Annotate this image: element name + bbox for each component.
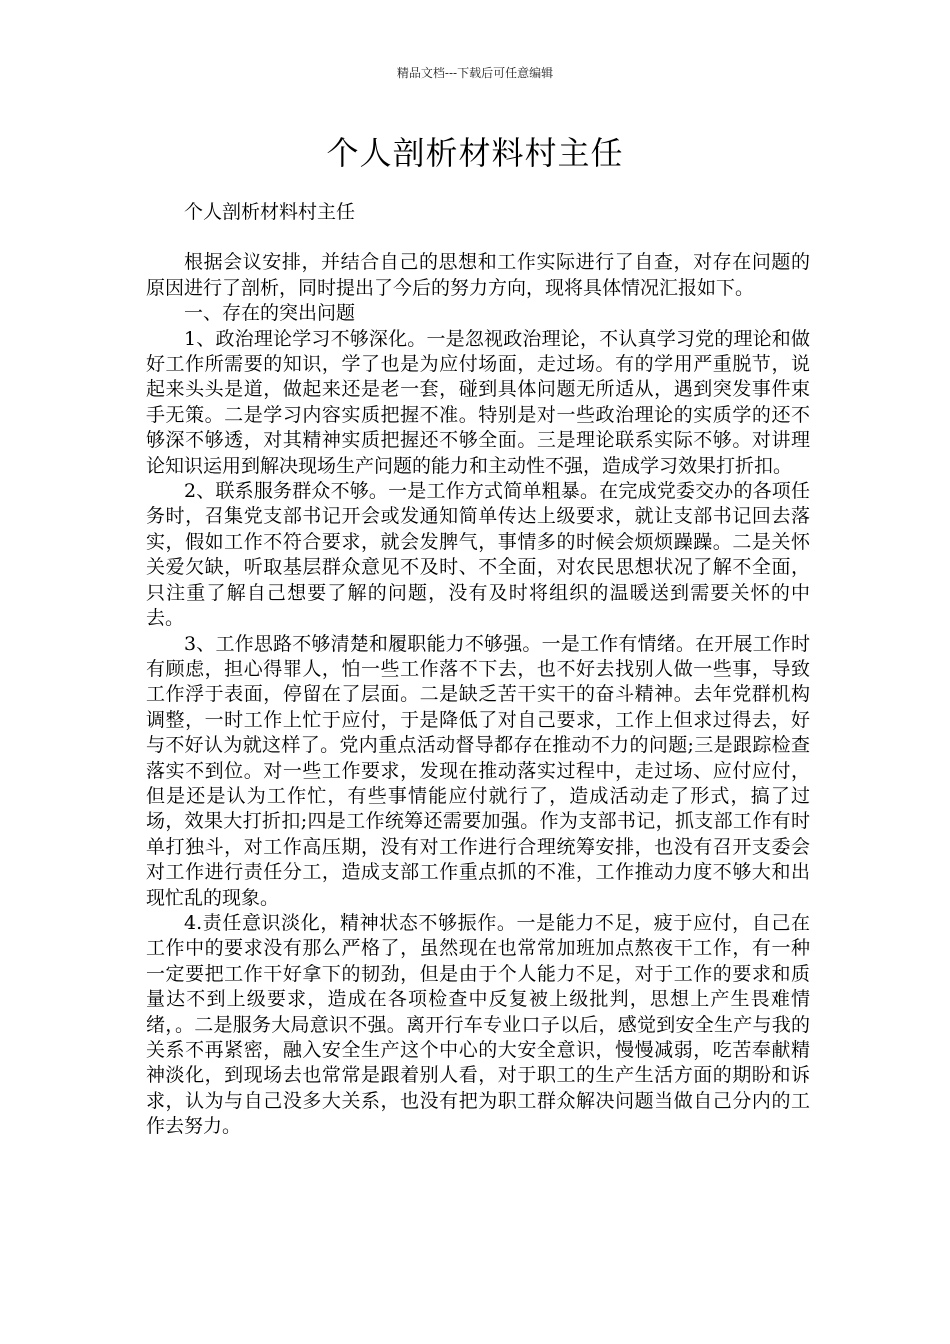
section-heading: 一、存在的突出问题 bbox=[184, 302, 356, 325]
document-subtitle: 个人剖析材料村主任 bbox=[184, 201, 356, 223]
document-title: 个人剖析材料村主任 bbox=[326, 134, 624, 172]
paragraph-item-2: 2、联系服务群众不够。一是工作方式简单粗暴。在完成党委交办的各项任务时，召集党支部书记开会或发通知简单传达上级要求，就让支部书记回去落实，假如工作不符合要求，就会发脾气，事情多的时候会烦烦躁躁。二是关怀关爱欠缺，听取基层群众意见不及时、不全面，对农民思想状况了解不全面，只注重了解自己想要了解的问题，没有及时将组织的温暖送到需要关怀的中去。 bbox=[146, 480, 810, 630]
paragraph-item-4: 4.责任意识淡化，精神状态不够振作。一是能力不足，疲于应付，自己在工作中的要求没有那么严格了，虽然现在也常常加班加点熬夜干工作，有一种一定要把工作干好拿下的韧劲，但是由于个人能力不足，对于工作的要求和质量达不到上级要求，造成在各项检查中反复被上级批判，思想上产生畏难情绪，。二是服务大局意识不强。离开行车专业口子以后，感觉到安全生产与我的关系不再紧密，融入安全生产这个中心的大安全意识，慢慢减弱，吃苦奉献精神淡化，到现场去也常常是跟着别人看，对于职工的生产生活方面的期盼和诉求，认为与自己没多大关系，也没有把为职工群众解决问题当做自己分内的工作去努力。 bbox=[146, 911, 810, 1138]
paragraph-item-3: 3、工作思路不够清楚和履职能力不够强。一是工作有情绪。在开展工作时有顾虑，担心得罪人，怕一些工作落不下去，也不好去找别人做一些事，导致工作浮于表面，停留在了层面。二是缺乏苦干实干的奋斗精神。去年党群机构调整，一时工作上忙于应付，于是降低了对自己要求，工作上但求过得去，好与不好认为就这样了。党内重点活动督导都存在推动不力的问题;三是跟踪检查落实不到位。对一些工作要求，发现在推动落实过程中，走过场、应付应付，但是还是认为工作忙，有些事情能应付就行了，造成活动走了形式，搞了过场，效果大打折扣;四是工作统筹还需要加强。作为支部书记，抓支部工作有时单打独斗，对工作高压期，没有对工作进行合理统筹安排，也没有召开支委会对工作进行责任分工，造成支部工作重点抓的不准，工作推动力度不够大和出现忙乱的现象。 bbox=[146, 632, 810, 909]
document-body bbox=[146, 200, 810, 1140]
paragraph-intro: 根据会议安排，并结合自己的思想和工作实际进行了自查，对存在问题的原因进行了剖析，同时提出了今后的努力方向，现将具体情况汇报如下。 bbox=[146, 251, 810, 299]
header-note: 精品文档---下载后可任意编辑 bbox=[396, 66, 554, 80]
paragraph-item-1: 1、政治理论学习不够深化。一是忽视政治理论，不认真学习党的理论和做好工作所需要的知识，学了也是为应付场面，走过场。有的学用严重脱节，说起来头头是道，做起来还是老一套，碰到具体问题无所适从，遇到突发事件束手无策。二是学习内容实质把握不准。特别是对一些政治理论的实质学的还不够深不够透，对其精神实质把握还不够全面。三是理论联系实际不够。对讲理论知识运用到解决现场生产问题的能力和主动性不强，造成学习效果打折扣。 bbox=[146, 327, 810, 477]
